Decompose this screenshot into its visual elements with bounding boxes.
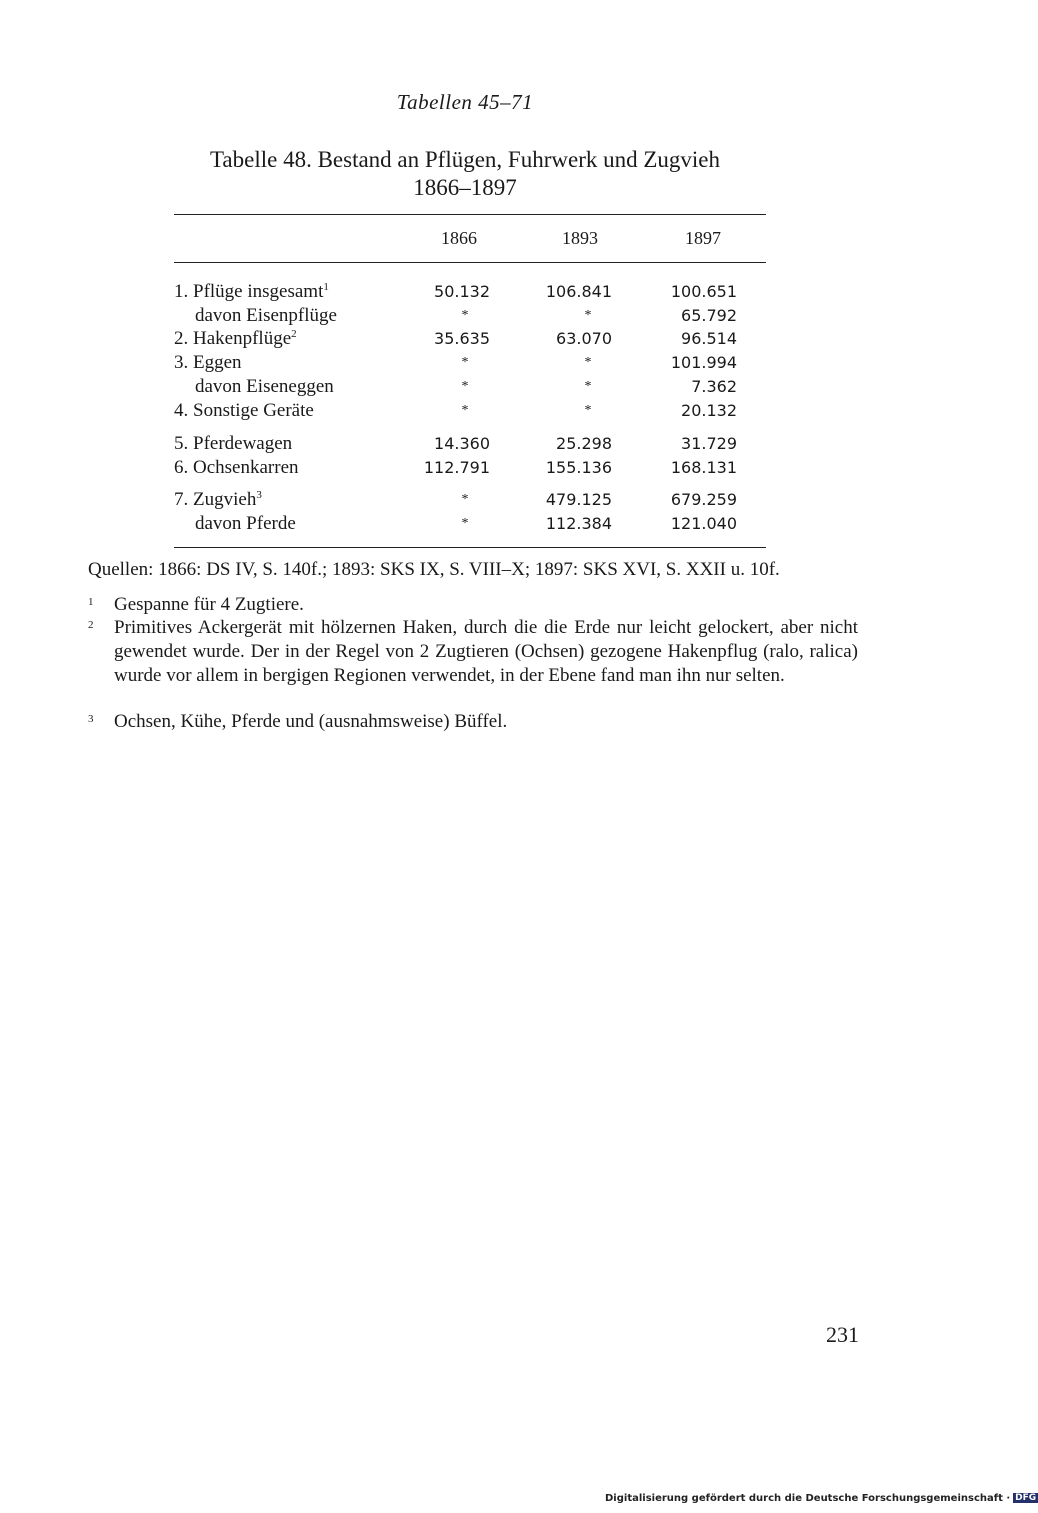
cell-1866: * xyxy=(461,355,469,370)
cell-1893: * xyxy=(584,355,592,370)
sources-note: Quellen: 1866: DS IV, S. 140f.; 1893: SKS IX, S. VIII–X; 1897: SKS XVI, S. XXII u. 10f. xyxy=(88,559,780,580)
cell-1893: * xyxy=(584,308,592,323)
row-label-text: 3. Eggen xyxy=(174,352,242,373)
table-row xyxy=(0,456,1000,480)
row-label xyxy=(195,304,337,328)
cell-1897: 121.040 xyxy=(670,514,737,533)
cell-1897: 168.131 xyxy=(670,458,737,477)
cell-1866: 35.635 xyxy=(434,329,490,348)
table-bottom-rule xyxy=(174,547,766,548)
table-title-line-2: 1866–1897 xyxy=(413,175,517,200)
cell-1897: 31.729 xyxy=(681,434,737,453)
cell-1866: * xyxy=(461,403,469,418)
cell-1866: 50.132 xyxy=(434,282,490,301)
row-label xyxy=(174,432,292,456)
cell-1893: 25.298 xyxy=(556,434,612,453)
credit-text: Digitalisierung gefördert durch die Deutsche Forschungsgemeinschaft · xyxy=(605,1493,1011,1504)
row-label xyxy=(174,456,299,480)
table-header-rule xyxy=(174,262,766,263)
cell-1866: * xyxy=(461,516,469,531)
cell-1893: 112.384 xyxy=(545,514,612,533)
table-row xyxy=(0,512,1000,536)
row-label-text: 4. Sonstige Geräte xyxy=(174,400,314,421)
table-row xyxy=(0,375,1000,399)
footnote-3-mark: 3 xyxy=(88,713,94,725)
cell-1866: * xyxy=(461,379,469,394)
table-row xyxy=(0,351,1000,375)
cell-1893: * xyxy=(584,403,592,418)
row-label-text: 7. Zugvieh xyxy=(174,489,257,510)
table-row xyxy=(0,399,1000,423)
footnote-2-text: Primitives Ackergerät mit hölzernen Haken, durch die die Erde nur leicht gelockert, aber nicht gewendet wurde. Der in der Regel von 2 Zugtieren (Ochsen) gezogene Hakenpflug (ralo, ralica) wurde vor allem in bergigen Regionen verwendet, in der Ebene fand man ihn nur selten. xyxy=(114,617,858,686)
cell-1897: 7.362 xyxy=(691,377,737,396)
row-label-text: davon Eisenpflüge xyxy=(195,305,337,326)
table-title-line-1: Tabelle 48. Bestand an Pflügen, Fuhrwerk und Zugvieh xyxy=(209,147,721,172)
footnote-1-mark: 1 xyxy=(88,596,94,608)
cell-1897: 101.994 xyxy=(670,353,737,372)
row-label xyxy=(174,399,314,423)
dfg-logo: DFG xyxy=(1015,1493,1037,1503)
cell-1893: 479.125 xyxy=(545,490,612,509)
row-label xyxy=(174,280,329,304)
footnote-2-mark: 2 xyxy=(88,619,94,631)
footnote-1 xyxy=(88,593,858,617)
cell-1866: * xyxy=(461,492,469,507)
row-label-text: davon Pferde xyxy=(195,513,296,534)
cell-1893: 155.136 xyxy=(545,458,612,477)
footnote-3 xyxy=(88,710,858,734)
row-label xyxy=(174,488,262,512)
cell-1897: 65.792 xyxy=(681,306,737,325)
footnote-1-text: Gespanne für 4 Zugtiere. xyxy=(114,594,304,615)
row-label-text: davon Eiseneggen xyxy=(195,376,334,397)
table-row xyxy=(0,432,1000,456)
cell-1897: 679.259 xyxy=(670,490,737,509)
footnote-reference: 1 xyxy=(323,281,329,293)
row-label-text: 1. Pflüge insgesamt xyxy=(174,281,324,302)
cell-1897: 100.651 xyxy=(670,282,737,301)
footnote-reference: 2 xyxy=(291,328,297,340)
digitization-credit xyxy=(605,1493,1038,1504)
running-head: Tabellen 45–71 xyxy=(396,90,534,114)
table-title xyxy=(130,146,800,202)
table-row xyxy=(0,280,1000,304)
cell-1897: 96.514 xyxy=(681,329,737,348)
cell-1893: 63.070 xyxy=(556,329,612,348)
table-top-rule xyxy=(174,214,766,215)
footnote-reference: 3 xyxy=(256,489,262,501)
table-row xyxy=(0,488,1000,512)
row-label-text: 5. Pferdewagen xyxy=(174,433,293,454)
cell-1893: * xyxy=(584,379,592,394)
footnote-2 xyxy=(88,616,858,688)
footnote-3-text: Ochsen, Kühe, Pferde und (ausnahmsweise) Büffel. xyxy=(114,711,508,732)
row-label xyxy=(174,351,242,375)
table-row xyxy=(0,327,1000,351)
cell-1897: 20.132 xyxy=(681,401,737,420)
row-label xyxy=(195,512,296,536)
table-row xyxy=(0,304,1000,328)
row-label xyxy=(195,375,334,399)
column-header-1866: 1866 xyxy=(441,228,477,248)
cell-1866: 14.360 xyxy=(434,434,490,453)
cell-1893: 106.841 xyxy=(545,282,612,301)
row-label-text: 2. Hakenpflüge xyxy=(174,328,292,349)
page-number: 231 xyxy=(826,1322,859,1347)
cell-1866: * xyxy=(461,308,469,323)
row-label xyxy=(174,327,297,351)
column-header-1897: 1897 xyxy=(685,228,721,248)
cell-1866: 112.791 xyxy=(423,458,490,477)
column-header-1893: 1893 xyxy=(562,228,598,248)
row-label-text: 6. Ochsenkarren xyxy=(174,457,299,478)
